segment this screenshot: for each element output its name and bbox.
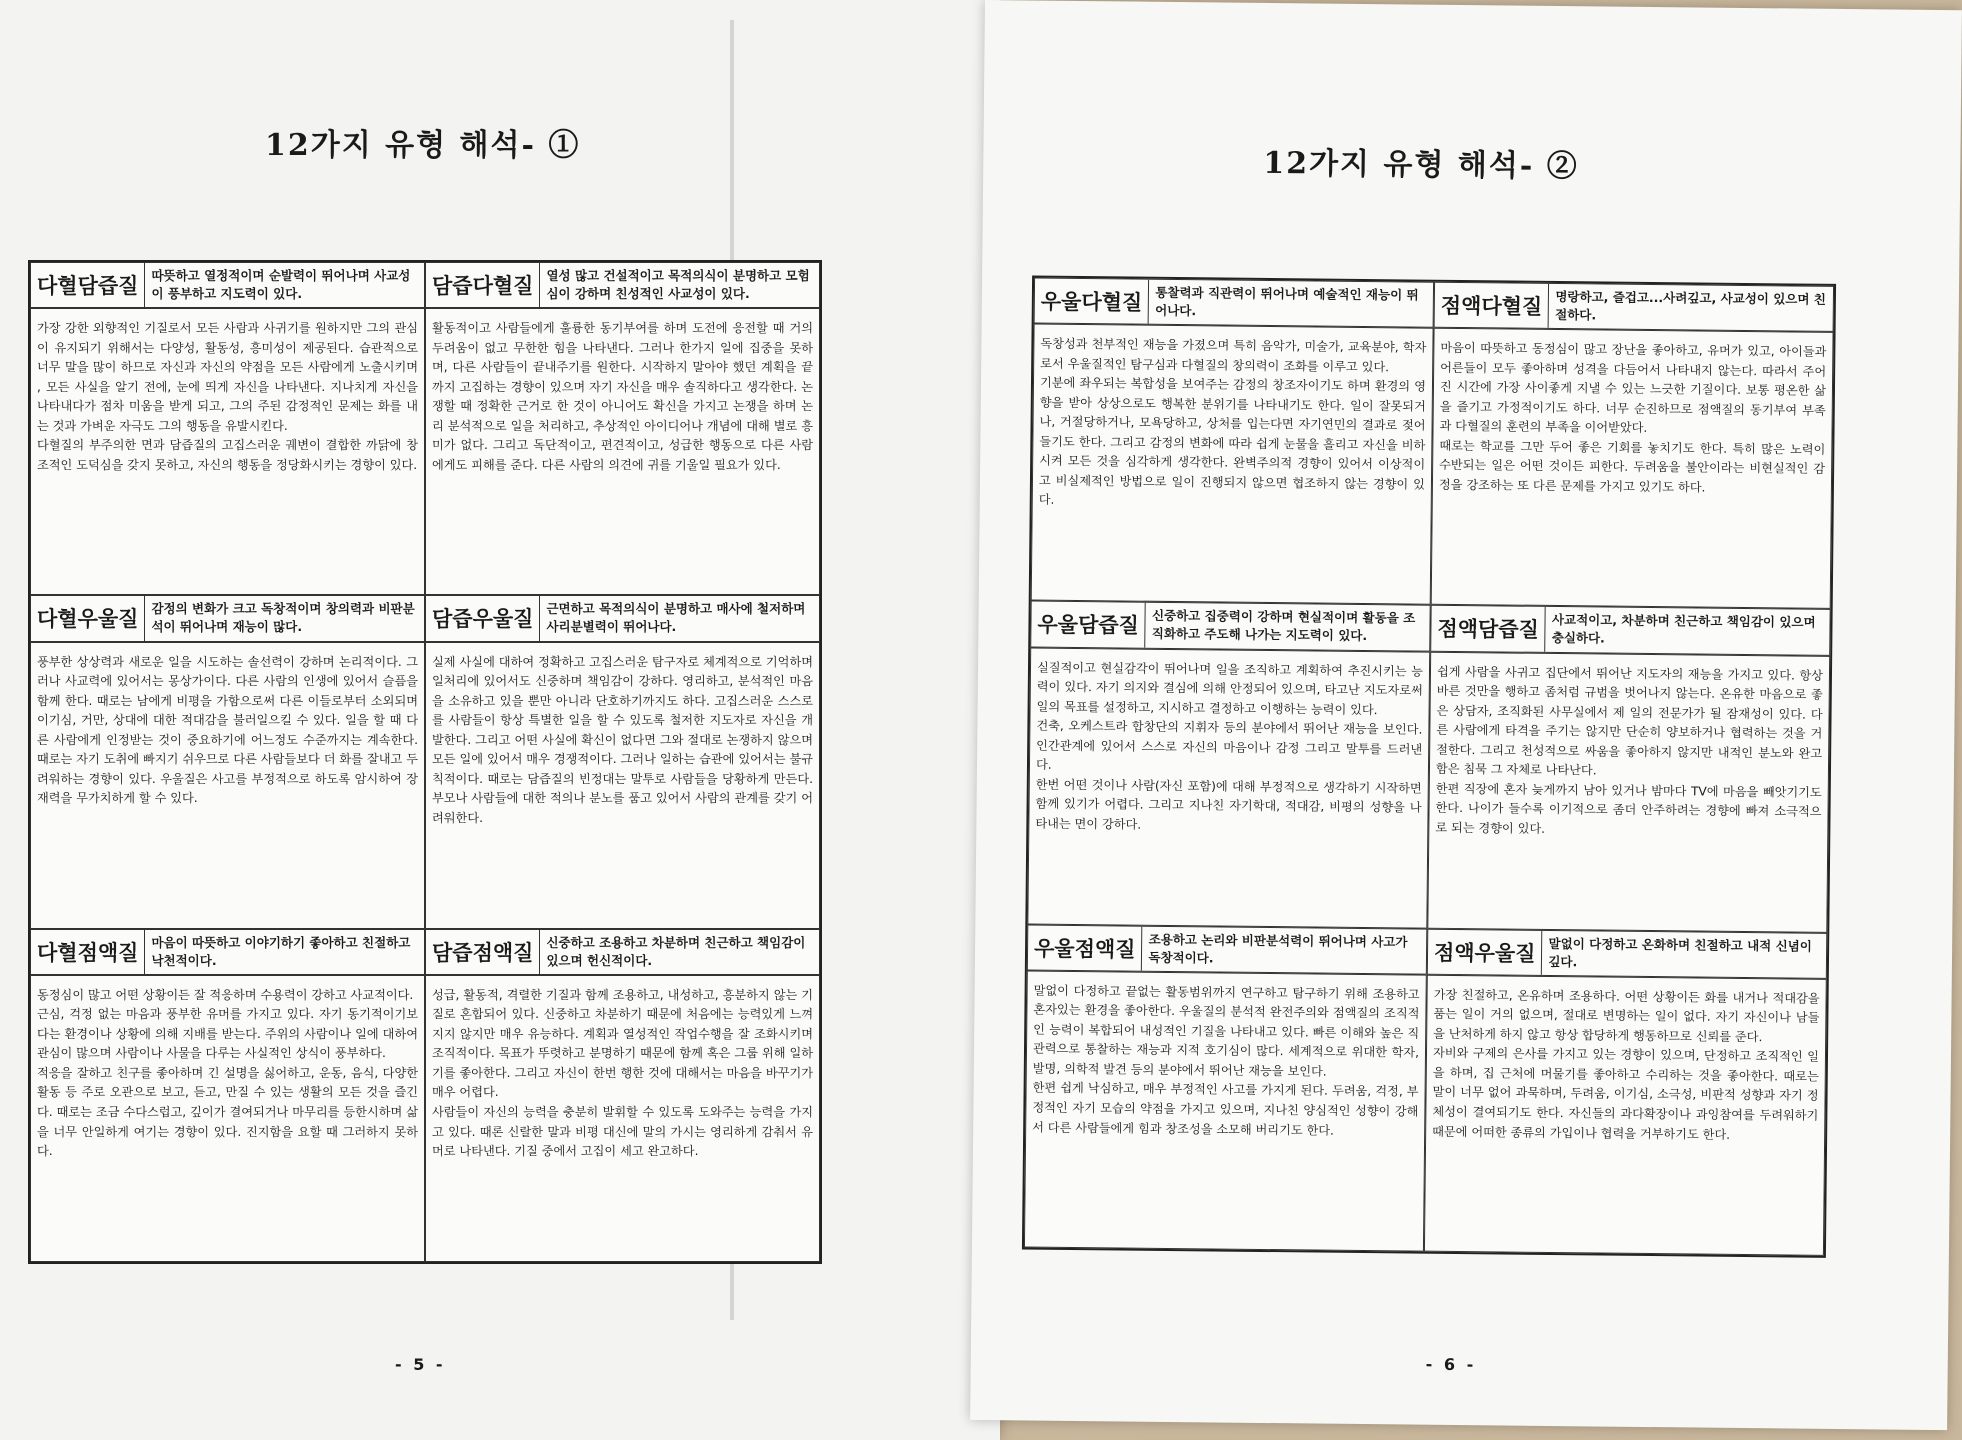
type-summary: 조용하고 논리와 비판분석력이 뛰어나며 사고가 독창적이다. [1148, 931, 1408, 966]
type-header-1-1 [425, 595, 820, 641]
type-summary: 신중하고 조용하고 차분하며 친근하고 책임감이 있으며 헌신적이다. [546, 934, 806, 968]
type-name: 점액다혈질 [1435, 283, 1550, 328]
type-description: 말없이 다정하고 끝없는 활동범위까지 연구하고 탐구하기 위해 조용하고 혼자있는 환경을 좋아한다. 우울질의 분석적 완전주의와 점액질의 조직적인 능력이 복합되어 내성적인 기질을 나타내고 있다. 빠른 이해와 높은 직관력으로 통찰하는 재능과 지적 호기심이 많다. 세계적으로 위대한 학자, 발명, 의학적 발견 등의 분야에서 뛰어난 재능을 보인다. 한편 쉽게 낙심하고, 매우 부정적인 사고를 가지게 된다. 두려움, 걱정, 부정적인 자기 모습의 약점을 가지고 있으며, 지나친 양심적인 성향이 강해서 다른 사람들에게 힘과 창조성을 소모해 버리기도 한다. [1024, 970, 1427, 1251]
type-description: 성급, 활동적, 격렬한 기질과 함께 조용하고, 내성하고, 흥분하지 않는 기질로 혼합되어 있다. 신중하고 차분하기 때문에 처음에는 능력있게 느껴지지 않지만 매우 유능하다. 계획과 열성적인 작업수행을 잘 조화시키며 조직적이다. 목표가 뚜렷하고 분명하기 때문에 함께 혹은 그룹 위해 일하기를 좋아한다. 그리고 자신이 한번 행한 것에 대해서는 마음을 바꾸기가 매우 어렵다. 사람들이 자신의 능력을 충분히 발휘할 수 있도록 도와주는 능력을 가지고 있다. 때론 신랄한 말과 비평 대신에 말의 가시는 영리하게 감춰서 유머로 나타낸다. 기질 중에서 고집이 세고 완고하다. [425, 975, 820, 1262]
type-header-0-0 [30, 262, 425, 308]
page-number: - 6 - [1425, 1354, 1477, 1375]
type-description: 가장 강한 외향적인 기질로서 모든 사람과 사귀기를 원하지만 그의 관심이 유지되기 위해서는 다양성, 활동성, 흥미성이 제공된다. 습관적으로 너무 말을 많이 하므로 자신과 자신의 약점을 모든 사람에게 노출시키며 , 모든 사실을 알기 전에, 눈에 띄게 자신을 나타낸다. 지나치게 자신을 나타내다가 점차 미움을 받게 되고, 그의 주된 감정적인 문제는 화를 내는 것과 가벼운 자극도 그의 행동을 유발시킨다. 다혈질의 부주의한 면과 담즙질의 고집스러운 궤변이 결합한 까닭에 창조적인 도덕심을 갖지 못하고, 자신의 행동을 정당화시키는 경향이 있다. [30, 308, 425, 595]
type-header-1-0 [30, 595, 425, 641]
type-summary: 통찰력과 직관력이 뛰어나며 예술적인 재능이 뛰어나다. [1155, 284, 1419, 319]
type-header-2-1 [425, 929, 820, 975]
type-summary: 사교적이고, 차분하며 친근하고 책임감이 있으며 충실하다. [1551, 612, 1816, 646]
type-description: 실제 사실에 대하여 정확하고 고집스러운 탐구자로 체계적으로 기억하며 일처리에 있어서도 신중하며 책임감이 강하다. 영리하고, 분석적인 마음을 소유하고 있을 뿐만 아니라 단호하기까지도 하다. 고집스러운 스스로를 사람들이 항상 특별한 일을 할 수 있도록 철저한 지도자로 자신을 개발한다. 그리고 어떤 사실에 확신이 없다면 그와 절대로 논쟁하지 않으며 모든 일에 있어서 매우 경쟁적이다. 그러나 일하는 습관에 있어서는 불규칙적이다. 때로는 담즙질의 빈정대는 말투로 사람들을 당황하게 만든다. 부모나 사람들에 대한 적의나 분노를 품고 있어서 사람의 관계를 갖기 어려워한다. [425, 642, 820, 929]
page-number: - 5 - [395, 1355, 446, 1374]
type-description: 가장 친절하고, 온유하며 조용하다. 어떤 상황이든 화를 내거나 적대감을 품는 일이 거의 없으며, 절대로 변명하는 일이 없다. 자기 자신이나 남들을 난처하게 하지 않고 항상 합당하게 행동하므로 신뢰를 준다. 자비와 구제의 은사를 가지고 있는 경향이 있으며, 단정하고 조직적인 일을 하며, 집 근처에 머물기를 좋아하고 수리하는 것을 좋아한다. 때로는 말이 너무 없어 과묵하며, 두려움, 이기심, 소극성, 비판적 성향과 자기 정체성이 결여되기도 한다. 자신들의 과다확장이나 과잉참여를 두려워하기 때문에 어떠한 종류의 가입이나 협력을 거부하기도 한다. [1424, 975, 1827, 1256]
type-description: 독창성과 천부적인 재능을 가졌으며 특히 음악가, 미술가, 교육분야, 학자로서 우울질적인 탐구심과 다혈질의 창의력이 조화를 이루고 있다. 기분에 좌우되는 복합성을 보여주는 감정의 창조자이기도 하며 환경의 영향을 받아 상상으로도 행복한 분위기를 나타내기도 한다. 일이 잘못되거나, 거절당하거나, 모욕당하고, 상처를 입는다면 자기연민의 결과로 젖어들기도 한다. 그리고 감정의 변화에 따라 쉽게 눈물을 흘리고 자신을 비하시켜 모든 것을 심각하게 생각한다. 완벽주의적 경향이 있어서 이상적이고 비실제적인 방법으로 일이 진행되지 않으면 협조하지 않는 경향이 있다. [1031, 324, 1434, 605]
type-summary: 신중하고 집중력이 강하며 현실적이며 활동을 조직화하고 주도해 나가는 지도력이 있다. [1151, 608, 1416, 644]
type-header-0-1 [425, 262, 820, 308]
type-header-1-1 [1430, 605, 1830, 655]
type-summary: 근면하고 목적의식이 분명하고 매사에 철저하며 사리분별력이 뛰어나다. [546, 601, 806, 635]
type-name: 담즙우울질 [426, 596, 540, 640]
type-name: 우울다혈질 [1035, 279, 1150, 324]
type-description: 활동적이고 사람들에게 훌륭한 동기부여를 하며 도전에 응전할 때 거의 두려움이 없고 무한한 힘을 나타낸다. 그러나 한가지 일에 집중을 못하며, 다른 사람들이 끝내주기를 원한다. 시작하지 말아야 했던 계획을 끝까지 고집하는 경향이 있으며 자기 자신을 매우 솔직하다고 생각한다. 논쟁할 때 정확한 근거로 한 것이 아니어도 확신을 가지고 논쟁을 하며 논리 분석적으로 일을 처리하고, 추상적인 아이디어나 개념에 대해 별로 흥미가 없다. 그리고 독단적이고, 편견적이고, 성급한 행동으로 다른 사람에게도 피해를 준다. 다른 사람의 의견에 귀를 기울일 필요가 있다. [425, 308, 820, 595]
type-header-0-0 [1034, 278, 1434, 328]
type-description: 실질적이고 현실감각이 뛰어나며 일을 조직하고 계획하여 추진시키는 능력이 있다. 자기 의지와 결심에 의해 안정되어 있으며, 타고난 지도자로써 일의 목표를 설정하고, 지시하고 결정하고 이행하는 능력이 있다. 건축, 오케스트라 합창단의 지휘자 등의 분야에서 뛰어난 재능을 보인다. 인간관계에 있어서 스스로 자신의 마음이나 감정 그리고 말투를 드러낸다. 한번 어떤 것이나 사람(자신 포함)에 대해 부정적으로 생각하기 시작하면 함께 있기가 어렵다. 그리고 지나친 자기학대, 적대감, 비평의 성향을 나타내는 면이 강하다. [1027, 647, 1430, 928]
type-summary: 열성 많고 건설적이고 목적의식이 분명하고 모험심이 강하며 친성적인 사교성이 있다. [546, 268, 810, 302]
type-table [1022, 276, 1836, 1258]
type-summary: 따뜻하고 열정적이며 순발력이 뛰어나며 사교성이 풍부하고 지도력이 있다. [151, 268, 411, 302]
type-name: 담즙다혈질 [426, 263, 540, 307]
type-name: 점액담즙질 [1431, 606, 1546, 651]
type-name: 담즙점액질 [426, 930, 540, 974]
type-name: 점액우울질 [1428, 929, 1543, 974]
type-description: 쉽게 사람을 사귀고 집단에서 뛰어난 지도자의 재능을 가지고 있다. 항상 바른 것만을 행하고 좀처럼 규범을 벗어나지 않는다. 온유한 마음으로 좋은 상담자, 조직화된 사무실에서 제 일의 전문가가 될 잠재성이 있다. 다른 사람에게 타격을 주기는 않지만 단순히 양보하거나 협력하는 것을 거절한다. 그리고 천성적으로 싸움을 좋아하지 않지만 내적인 분노와 완고함은 침묵 그 자체로 나타난다. 한편 직장에 혼자 늦게까지 남아 있거나 밤마다 TV에 마음을 빼앗기기도 한다. 나이가 들수록 이기적으로 좀더 안주하려는 경향에 빠져 소극적으로 되는 경향이 있다. [1427, 651, 1830, 932]
type-summary: 감정의 변화가 크고 독창적이며 창의력과 비판분석이 뛰어나며 재능이 많다. [151, 601, 415, 635]
type-header-2-0 [30, 929, 425, 975]
type-header-2-1 [1427, 928, 1827, 978]
page-title: 12가지 유형 해석- ① [265, 128, 581, 163]
type-header-1-0 [1030, 601, 1430, 651]
type-name: 다혈우울질 [31, 596, 145, 640]
type-name: 우울점액질 [1028, 925, 1143, 970]
type-name: 다혈점액질 [31, 930, 145, 974]
type-description: 마음이 따뜻하고 동정심이 많고 장난을 좋아하고, 유머가 있고, 아이들과 어른들이 모두 좋아하며 성격을 다듬어서 나타내지 않는다. 따라서 주어진 시간에 가장 사이좋게 지낼 수 있는 느긋한 기질이다. 보통 평온한 삶을 즐기고 가정적이기도 하다. 너무 순진하므로 점액질의 동기부여 부족과 다혈질의 훈련의 부족을 이어받았다. 때로는 학교를 그만 두어 좋은 기회를 놓치기도 한다. 특히 많은 노력이 수반되는 일은 어떤 것이든 피한다. 두려움을 불안이라는 비현실적인 감정을 강조하는 또 다른 문제를 가지고 있기도 하다. [1431, 328, 1834, 609]
page-right [970, 0, 1962, 1430]
type-header-2-0 [1027, 924, 1427, 974]
type-name: 우울담즙질 [1031, 602, 1146, 647]
type-summary: 명랑하고, 즐겁고...사려깊고, 사교성이 있으며 친절하다. [1555, 288, 1827, 323]
type-table [28, 260, 822, 1264]
type-summary: 말없이 다정하고 온화하며 친절하고 내적 신념이 깊다. [1548, 935, 1812, 970]
type-summary: 마음이 따뜻하고 이야기하기 좋아하고 친절하고 낙천적이다. [151, 934, 411, 968]
page-title: 12가지 유형 해석- ② [1263, 145, 1579, 185]
type-name: 다혈담즙질 [31, 263, 145, 307]
type-description: 풍부한 상상력과 새로운 일을 시도하는 솔선력이 강하며 논리적이다. 그러나 사교력에 있어서는 몽상가이다. 다른 사람의 인생에 있어서 슬픔을 함께 한다. 때로는 남에게 비평을 가함으로써 다른 이들로부터 소외되며 이기심, 거만, 상대에 대한 적대감을 불러일으킬 수 있다. 일을 할 때 다른 사람에게 인정받는 것이 중요하기에 어느정도 수준까지는 계속한다. 때로는 자기 도취에 빠지기 쉬우므로 다른 사람들보다 더 화를 잘내고 두려워하는 경향이 있다. 우울질은 사고를 부정적으로 하도록 암시하여 장재력을 무가치하게 할 수 있다. [30, 642, 425, 929]
type-header-0-1 [1434, 282, 1834, 332]
type-description: 동정심이 많고 어떤 상황이든 잘 적응하며 수용력이 강하고 사교적이다. 근심, 걱정 없는 마음과 풍부한 유머를 가지고 있다. 자기 동기적이기보다는 환경이나 상황에 의해 지배를 받는다. 주위의 사람이나 일에 대하여 관심이 많으며 사람이나 사물을 다루는 사실적인 상식이 풍부하다. 적응을 잘하고 친구를 좋아하며 긴 설명을 싫어하고, 운동, 음식, 다양한 활동 등 주로 오관으로 보고, 듣고, 만질 수 있는 생활의 모든 것을 즐긴다. 때로는 조금 수다스럽고, 깊이가 결여되거나 마무리를 등한시하며 삶을 너무 안일하게 여기는 경향이 있다. 진지함을 요할 때 그러하지 못하다. [30, 975, 425, 1262]
